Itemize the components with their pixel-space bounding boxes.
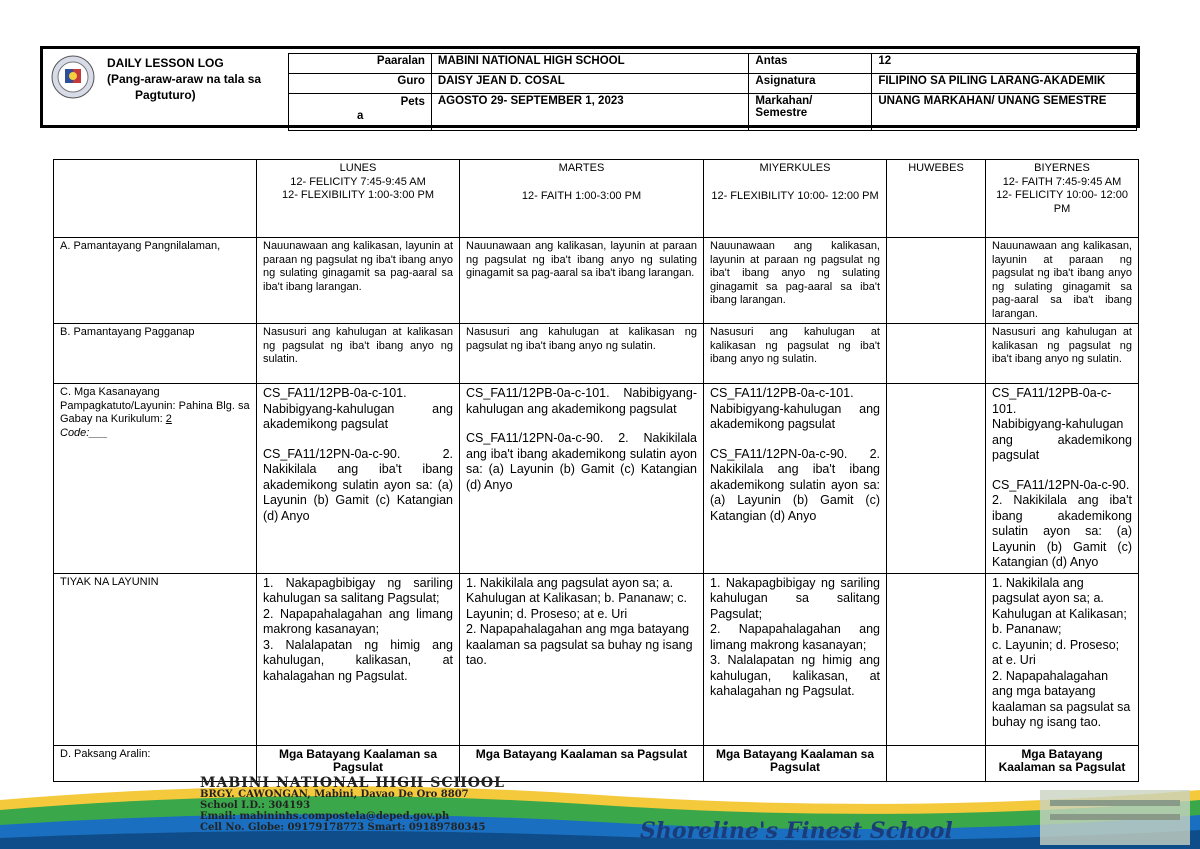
- cell-line: CS_FA11/12PB-0a-c-101.: [263, 386, 407, 400]
- schedule: 12- FLEXIBILITY 10:00- 12:00 PM: [711, 189, 879, 202]
- banner-wave-graphic: [0, 770, 1200, 849]
- content-cell: [460, 384, 704, 574]
- day-name: LUNES: [339, 162, 377, 174]
- cell-line: 2. Nakikilala ang iba't ibang akademikong sulatin ayon sa: (a) Layunin (b) Gamit (c) Katangian (d) Anyo: [992, 493, 1132, 569]
- row-label: D. Paksang Aralin:: [54, 745, 257, 781]
- cell-line: 2. Napapahalagahan ang mga batayang kaalaman sa pagsulat sa buhay ng isang tao.: [992, 668, 1131, 729]
- day-name: MIYERKULES: [759, 162, 831, 174]
- cell-line: CS_FA11/12PB-0a-c-101.: [710, 386, 854, 400]
- footer-address: BRGY. CAWONGAN, Mabini, Davao De Oro 8807: [200, 789, 469, 800]
- cell-line: 2. Napapahalagahan ang mga batayang kaalaman sa pagsulat sa buhay ng isang tao.: [466, 622, 693, 667]
- cell-line: Nabibigyang-kahulugan ang akademikong pagsulat: [263, 401, 453, 431]
- school-address-block: [200, 775, 505, 833]
- subject-value: FILIPINO SA PILING LARANG-AKADEMIK: [872, 74, 1137, 94]
- cell-line: 1. Nakapagbibigay ng sariling kahulugan sa salitang Pagsulat;: [710, 575, 880, 621]
- log-title-line-2: (Pang-araw-araw na tala sa: [107, 72, 262, 86]
- teacher-label: Guro: [289, 74, 432, 94]
- cell-line: c. Layunin; d. Proseso; at e. Uri: [992, 637, 1120, 667]
- cell-line: CS_FA11/12PN-0a-c-90. 2. Nakikilala ang iba't ibang akademikong sulatin ayon sa: (a) Layunin (b) Gamit (c) Katangian (d) Anyo: [263, 446, 453, 523]
- row-label: TIYAK NA LAYUNIN: [54, 573, 257, 745]
- cell-line: Nabibigyang-kahulugan ang akademikong pagsulat: [710, 401, 880, 431]
- content-cell: Nauunawaan ang kalikasan, layunin at paraan ng pagsulat ng iba't ibang anyo ng sulating ginagamit sa pag-aaral sa iba't ibang larangan.: [257, 238, 460, 324]
- cell-line: CS_FA11/12PN-0a-c-90. 2. Nakikilala ang iba't ibang akademikong sulatin ayon sa: (a) Layunin (b) Gamit (c) Katangian (d) Anyo: [466, 431, 697, 492]
- content-cell: Nasusuri ang kahulugan at kalikasan ng pagsulat ng iba't ibang anyo ng sulatin.: [460, 324, 704, 384]
- content-cell: [986, 384, 1139, 574]
- day-header-wed: [704, 160, 887, 238]
- cell-line: Nabibigyang-kahulugan ang akademikong pagsulat: [992, 417, 1132, 462]
- cell-line: 3. Nalalapatan ng himig ang kahulugan, kalikasan, at kahalagahan ng Pagsulat.: [263, 637, 453, 683]
- day-header-tue: [460, 160, 704, 238]
- content-cell: Nauunawaan ang kalikasan, layunin at paraan ng pagsulat ng iba't ibang anyo ng sulating ginagamit sa pag-aaral sa iba't ibang larangan.: [986, 238, 1139, 324]
- day-name: HUWEBES: [908, 162, 964, 174]
- table-row: [54, 238, 1139, 324]
- schedule: PM: [1053, 202, 1071, 215]
- day-name: MARTES: [558, 162, 605, 174]
- cell-line: CS_FA11/12PN-0a-c-90.: [992, 477, 1130, 492]
- log-title: [105, 55, 290, 103]
- footer-school-id: School I.D.: 304193: [200, 800, 311, 811]
- content-cell: [986, 573, 1139, 745]
- school-label: Paaralan: [289, 54, 432, 74]
- topic-cell: Mga Batayang Kaalaman sa Pagsulat: [704, 745, 887, 781]
- row-label: B. Pamantayang Pagganap: [54, 324, 257, 384]
- school-value: MABINI NATIONAL HIGH SCHOOL: [431, 54, 749, 74]
- footer-phone: Cell No. Globe: 09179178773 Smart: 09189780345: [200, 822, 486, 833]
- schedule: 12- FAITH 7:45-9:45 AM: [1002, 175, 1122, 188]
- deped-seal-icon: [51, 55, 95, 99]
- cell-line: CS_FA11/12PN-0a-c-90. 2. Nakikilala ang iba't ibang akademikong sulatin ayon sa: (a) Layunin (b) Gamit (c) Katangian (d) Anyo: [710, 446, 880, 523]
- row-label-code: Code:___: [60, 426, 108, 439]
- cell-line: 2. Napapahalagahan ang limang makrong kasanayan;: [263, 606, 453, 636]
- grade-label: Antas: [749, 54, 872, 74]
- schedule: 12- FELICITY 10:00- 12:00: [996, 189, 1128, 201]
- table-row: [54, 324, 1139, 384]
- cell-line: 3. Nalalapatan ng himig ang kahulugan, kalikasan, at kahalagahan ng Pagsulat.: [710, 653, 880, 698]
- content-cell: Nasusuri ang kahulugan at kalikasan ng pagsulat ng iba't ibang anyo ng sulatin.: [986, 324, 1139, 384]
- day-header-fri: [986, 160, 1139, 238]
- date-label-line-1: Pets: [400, 96, 425, 108]
- cell-line: 1. Nakikilala ang pagsulat ayon sa; a. Kahulugan at Kalikasan; b. Pananaw;: [992, 575, 1127, 636]
- content-cell: Nauunawaan ang kalikasan, layunin at paraan ng pagsulat ng iba't ibang anyo ng sulating ginagamit sa pag-aaral sa iba't ibang larangan.: [704, 238, 887, 324]
- row-label: A. Pamantayang Pangnilalaman,: [54, 238, 257, 324]
- content-cell: Nasusuri ang kahulugan at kalikasan ng pagsulat ng iba't ibang anyo ng sulatin.: [257, 324, 460, 384]
- lesson-log-header: [40, 46, 1140, 128]
- content-cell: [704, 573, 887, 745]
- corner-cell: [54, 160, 257, 238]
- quarter-label: Markahan/ Semestre: [749, 94, 872, 131]
- row-label-line: C. Mga Kasanayang: [60, 386, 160, 398]
- school-info-table: [288, 53, 1137, 131]
- topic-cell: Mga Batayang Kaalaman sa Pagsulat: [460, 745, 704, 781]
- row-label-page: 2: [165, 413, 172, 425]
- date-value: AGOSTO 29- SEPTEMBER 1, 2023: [431, 94, 749, 131]
- teacher-value: DAISY JEAN D. COSAL: [431, 74, 749, 94]
- subject-label: Asignatura: [749, 74, 872, 94]
- lesson-plan-table: [53, 159, 1139, 782]
- schedule: 12- FLEXIBILITY 1:00-3:00 PM: [281, 189, 435, 201]
- content-cell: Nasusuri ang kahulugan at kalikasan ng pagsulat ng iba't ibang anyo ng sulatin.: [704, 324, 887, 384]
- footer-school-name: MABINI NATIONAL HIGH SCHOOL: [200, 775, 505, 791]
- grade-value: 12: [872, 54, 1137, 74]
- empty-cell: [887, 324, 986, 384]
- content-cell: [257, 384, 460, 574]
- log-title-line-3: Pagtuturo): [135, 88, 196, 102]
- date-label-line-2: a: [357, 110, 364, 122]
- content-cell: [257, 573, 460, 745]
- cell-line: 2. Napapahalagahan ang limang makrong kasanayan;: [710, 622, 880, 652]
- content-cell: [704, 384, 887, 574]
- quarter-value: UNANG MARKAHAN/ UNANG SEMESTRE: [872, 94, 1137, 131]
- cell-line: 1. Nakikilala ang pagsulat ayon sa; a. Kahulugan at Kalikasan; b. Pananaw; c. Layunin; d. Proseso; at e. Uri: [466, 575, 687, 621]
- row-label-line: Pampagkatuto/Layunin: Pahina Blg. sa Gabay na Kurikulum:: [60, 399, 250, 425]
- empty-cell: [887, 384, 986, 574]
- topic-cell: Mga Batayang Kaalaman sa Pagsulat: [986, 745, 1139, 781]
- table-row: [54, 384, 1139, 574]
- empty-cell: [887, 238, 986, 324]
- date-label: [289, 94, 432, 131]
- day-header-mon: [257, 160, 460, 238]
- content-cell: Nauunawaan ang kalikasan, layunin at paraan ng pagsulat ng iba't ibang anyo ng sulating ginagamit sa pag-aaral sa iba't ibang larangan.: [460, 238, 704, 324]
- row-label: [54, 384, 257, 574]
- topic-cell: Mga Batayang Kaalaman sa Pagsulat: [257, 745, 460, 781]
- day-header-thu: [887, 160, 986, 238]
- cell-line: CS_FA11/12PB-0a-c-101.: [992, 386, 1112, 416]
- content-cell: [460, 573, 704, 745]
- cell-line: 1. Nakapagbibigay ng sariling kahulugan sa salitang Pagsulat;: [263, 575, 453, 605]
- day-name: BIYERNES: [1034, 162, 1090, 174]
- log-title-line-1: DAILY LESSON LOG: [107, 56, 224, 70]
- schedule: 12- FELICITY 7:45-9:45 AM: [290, 175, 426, 188]
- school-slogan: Shoreline's Finest School: [640, 818, 953, 844]
- footer-email: Email: mabininhs.compostela@deped.gov.ph: [200, 811, 450, 822]
- table-row: [54, 573, 1139, 745]
- cell-line: CS_FA11/12PB-0a-c-101. Nabibigyang-kahulugan ang akademikong pagsulat: [466, 386, 697, 416]
- school-footer-banner: [0, 770, 1200, 849]
- empty-cell: [887, 573, 986, 745]
- schedule: 12- FAITH 1:00-3:00 PM: [521, 189, 642, 202]
